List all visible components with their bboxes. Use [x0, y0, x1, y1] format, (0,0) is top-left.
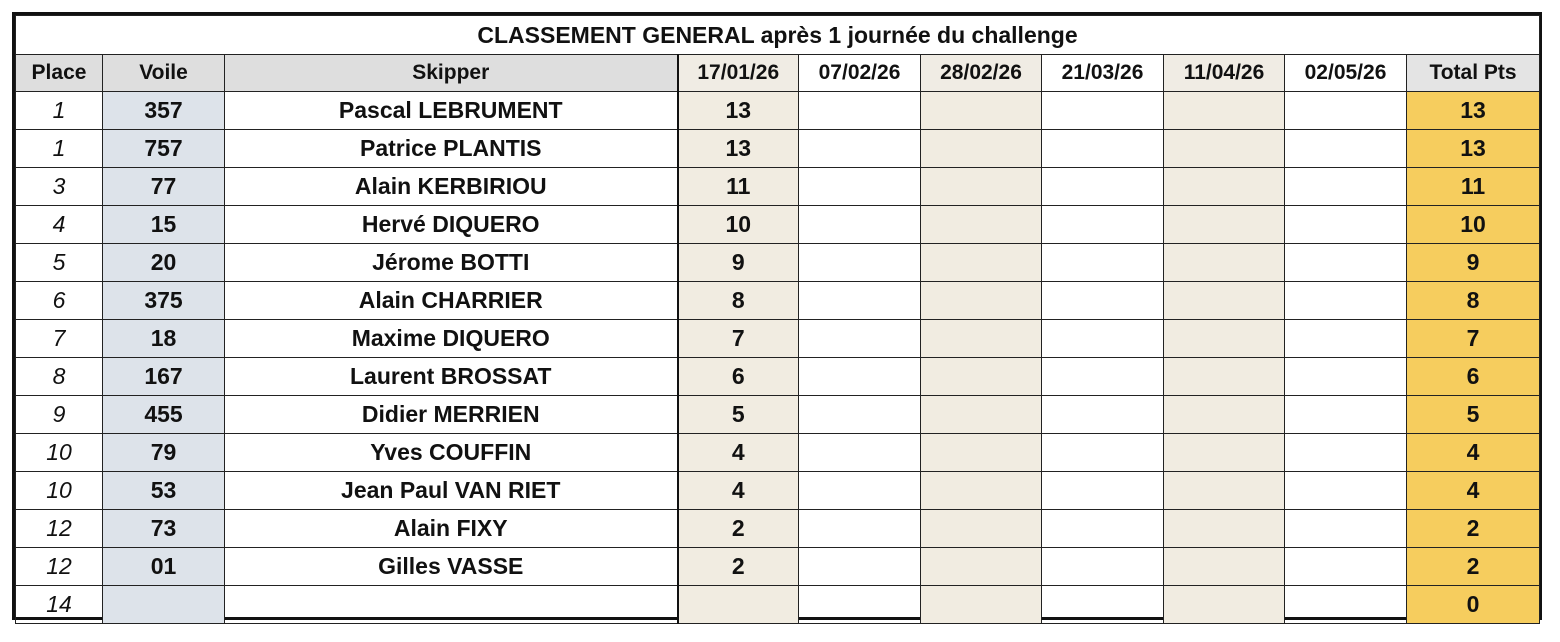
score-cell-6 [1285, 434, 1407, 472]
table-row [16, 92, 1540, 130]
skipper-cell: Yves COUFFIN [225, 434, 678, 472]
score-cell-3 [921, 358, 1042, 396]
skipper-cell [225, 586, 678, 624]
ranking-table [15, 15, 1540, 624]
place-cell: 10 [16, 434, 103, 472]
score-cell-3 [921, 92, 1042, 130]
header-date-5: 11/04/26 [1164, 55, 1285, 92]
score-cell-1: 7 [678, 320, 799, 358]
header-date-4: 21/03/26 [1042, 55, 1164, 92]
table-row [16, 396, 1540, 434]
score-cell-2 [799, 586, 921, 624]
skipper-cell: Jérome BOTTI [225, 244, 678, 282]
score-cell-5 [1164, 472, 1285, 510]
score-cell-3 [921, 320, 1042, 358]
total-cell: 13 [1407, 92, 1540, 130]
table-title: CLASSEMENT GENERAL après 1 journée du challenge [16, 16, 1540, 55]
score-cell-5 [1164, 548, 1285, 586]
score-cell-2 [799, 130, 921, 168]
score-cell-6 [1285, 92, 1407, 130]
voile-cell: 77 [103, 168, 225, 206]
score-cell-1: 10 [678, 206, 799, 244]
voile-cell [103, 586, 225, 624]
header-date-6: 02/05/26 [1285, 55, 1407, 92]
table-row [16, 130, 1540, 168]
skipper-cell: Jean Paul VAN RIET [225, 472, 678, 510]
score-cell-4 [1042, 358, 1164, 396]
score-cell-2 [799, 244, 921, 282]
voile-cell: 53 [103, 472, 225, 510]
score-cell-6 [1285, 130, 1407, 168]
table-row [16, 320, 1540, 358]
voile-cell: 79 [103, 434, 225, 472]
place-cell: 10 [16, 472, 103, 510]
table-row [16, 510, 1540, 548]
score-cell-1 [678, 586, 799, 624]
score-cell-6 [1285, 358, 1407, 396]
score-cell-2 [799, 472, 921, 510]
score-cell-1: 9 [678, 244, 799, 282]
total-cell: 2 [1407, 548, 1540, 586]
score-cell-5 [1164, 358, 1285, 396]
score-cell-2 [799, 282, 921, 320]
score-cell-4 [1042, 434, 1164, 472]
score-cell-5 [1164, 130, 1285, 168]
score-cell-2 [799, 168, 921, 206]
table-row [16, 548, 1540, 586]
score-cell-5 [1164, 586, 1285, 624]
skipper-cell: Pascal LEBRUMENT [225, 92, 678, 130]
score-cell-5 [1164, 206, 1285, 244]
score-cell-6 [1285, 510, 1407, 548]
score-cell-1: 2 [678, 548, 799, 586]
place-cell: 1 [16, 92, 103, 130]
place-cell: 4 [16, 206, 103, 244]
header-date-3: 28/02/26 [921, 55, 1042, 92]
score-cell-1: 2 [678, 510, 799, 548]
place-cell: 9 [16, 396, 103, 434]
score-cell-4 [1042, 472, 1164, 510]
place-cell: 6 [16, 282, 103, 320]
score-cell-4 [1042, 206, 1164, 244]
score-cell-2 [799, 434, 921, 472]
table-row [16, 586, 1540, 624]
score-cell-5 [1164, 434, 1285, 472]
score-cell-1: 6 [678, 358, 799, 396]
place-cell: 3 [16, 168, 103, 206]
score-cell-6 [1285, 548, 1407, 586]
total-cell: 0 [1407, 586, 1540, 624]
score-cell-2 [799, 548, 921, 586]
score-cell-3 [921, 130, 1042, 168]
total-cell: 8 [1407, 282, 1540, 320]
skipper-cell: Didier MERRIEN [225, 396, 678, 434]
place-cell: 14 [16, 586, 103, 624]
header-place: Place [16, 55, 103, 92]
total-cell: 11 [1407, 168, 1540, 206]
voile-cell: 167 [103, 358, 225, 396]
score-cell-1: 5 [678, 396, 799, 434]
score-cell-4 [1042, 510, 1164, 548]
score-cell-1: 8 [678, 282, 799, 320]
total-cell: 2 [1407, 510, 1540, 548]
table-row [16, 434, 1540, 472]
total-cell: 5 [1407, 396, 1540, 434]
table-row [16, 168, 1540, 206]
place-cell: 12 [16, 548, 103, 586]
score-cell-3 [921, 472, 1042, 510]
ranking-body [16, 92, 1540, 624]
voile-cell: 357 [103, 92, 225, 130]
score-cell-3 [921, 396, 1042, 434]
score-cell-2 [799, 320, 921, 358]
place-cell: 1 [16, 130, 103, 168]
voile-cell: 20 [103, 244, 225, 282]
score-cell-2 [799, 510, 921, 548]
score-cell-6 [1285, 320, 1407, 358]
total-cell: 13 [1407, 130, 1540, 168]
score-cell-2 [799, 396, 921, 434]
score-cell-1: 11 [678, 168, 799, 206]
score-cell-5 [1164, 396, 1285, 434]
score-cell-4 [1042, 244, 1164, 282]
header-date-2: 07/02/26 [799, 55, 921, 92]
total-cell: 4 [1407, 472, 1540, 510]
score-cell-6 [1285, 472, 1407, 510]
score-cell-5 [1164, 320, 1285, 358]
table-row [16, 282, 1540, 320]
score-cell-3 [921, 282, 1042, 320]
place-cell: 12 [16, 510, 103, 548]
title-row [16, 16, 1540, 55]
skipper-cell: Alain FIXY [225, 510, 678, 548]
score-cell-2 [799, 206, 921, 244]
score-cell-5 [1164, 168, 1285, 206]
total-cell: 6 [1407, 358, 1540, 396]
score-cell-5 [1164, 510, 1285, 548]
total-cell: 9 [1407, 244, 1540, 282]
score-cell-3 [921, 168, 1042, 206]
voile-cell: 757 [103, 130, 225, 168]
skipper-cell: Laurent BROSSAT [225, 358, 678, 396]
voile-cell: 455 [103, 396, 225, 434]
header-voile: Voile [103, 55, 225, 92]
score-cell-6 [1285, 168, 1407, 206]
score-cell-3 [921, 434, 1042, 472]
skipper-cell: Alain KERBIRIOU [225, 168, 678, 206]
score-cell-1: 4 [678, 472, 799, 510]
header-skipper: Skipper [225, 55, 678, 92]
score-cell-5 [1164, 92, 1285, 130]
score-cell-4 [1042, 168, 1164, 206]
score-cell-3 [921, 244, 1042, 282]
skipper-cell: Gilles VASSE [225, 548, 678, 586]
score-cell-4 [1042, 282, 1164, 320]
score-cell-6 [1285, 282, 1407, 320]
score-cell-6 [1285, 586, 1407, 624]
score-cell-3 [921, 548, 1042, 586]
skipper-cell: Maxime DIQUERO [225, 320, 678, 358]
voile-cell: 18 [103, 320, 225, 358]
score-cell-4 [1042, 548, 1164, 586]
score-cell-6 [1285, 206, 1407, 244]
table-row [16, 358, 1540, 396]
score-cell-4 [1042, 92, 1164, 130]
score-cell-2 [799, 358, 921, 396]
score-cell-3 [921, 586, 1042, 624]
score-cell-1: 4 [678, 434, 799, 472]
skipper-cell: Hervé DIQUERO [225, 206, 678, 244]
score-cell-4 [1042, 586, 1164, 624]
place-cell: 7 [16, 320, 103, 358]
skipper-cell: Patrice PLANTIS [225, 130, 678, 168]
score-cell-6 [1285, 396, 1407, 434]
total-cell: 4 [1407, 434, 1540, 472]
place-cell: 5 [16, 244, 103, 282]
table-row [16, 206, 1540, 244]
header-date-1: 17/01/26 [678, 55, 799, 92]
voile-cell: 73 [103, 510, 225, 548]
score-cell-3 [921, 510, 1042, 548]
skipper-cell: Alain CHARRIER [225, 282, 678, 320]
voile-cell: 01 [103, 548, 225, 586]
score-cell-3 [921, 206, 1042, 244]
table-row [16, 244, 1540, 282]
score-cell-6 [1285, 244, 1407, 282]
total-cell: 10 [1407, 206, 1540, 244]
header-total: Total Pts [1407, 55, 1540, 92]
voile-cell: 15 [103, 206, 225, 244]
voile-cell: 375 [103, 282, 225, 320]
score-cell-2 [799, 92, 921, 130]
score-cell-4 [1042, 320, 1164, 358]
score-cell-5 [1164, 282, 1285, 320]
score-cell-4 [1042, 396, 1164, 434]
score-cell-4 [1042, 130, 1164, 168]
total-cell: 7 [1407, 320, 1540, 358]
ranking-sheet [12, 12, 1542, 620]
score-cell-1: 13 [678, 130, 799, 168]
table-row [16, 472, 1540, 510]
score-cell-5 [1164, 244, 1285, 282]
place-cell: 8 [16, 358, 103, 396]
score-cell-1: 13 [678, 92, 799, 130]
header-row [16, 55, 1540, 92]
